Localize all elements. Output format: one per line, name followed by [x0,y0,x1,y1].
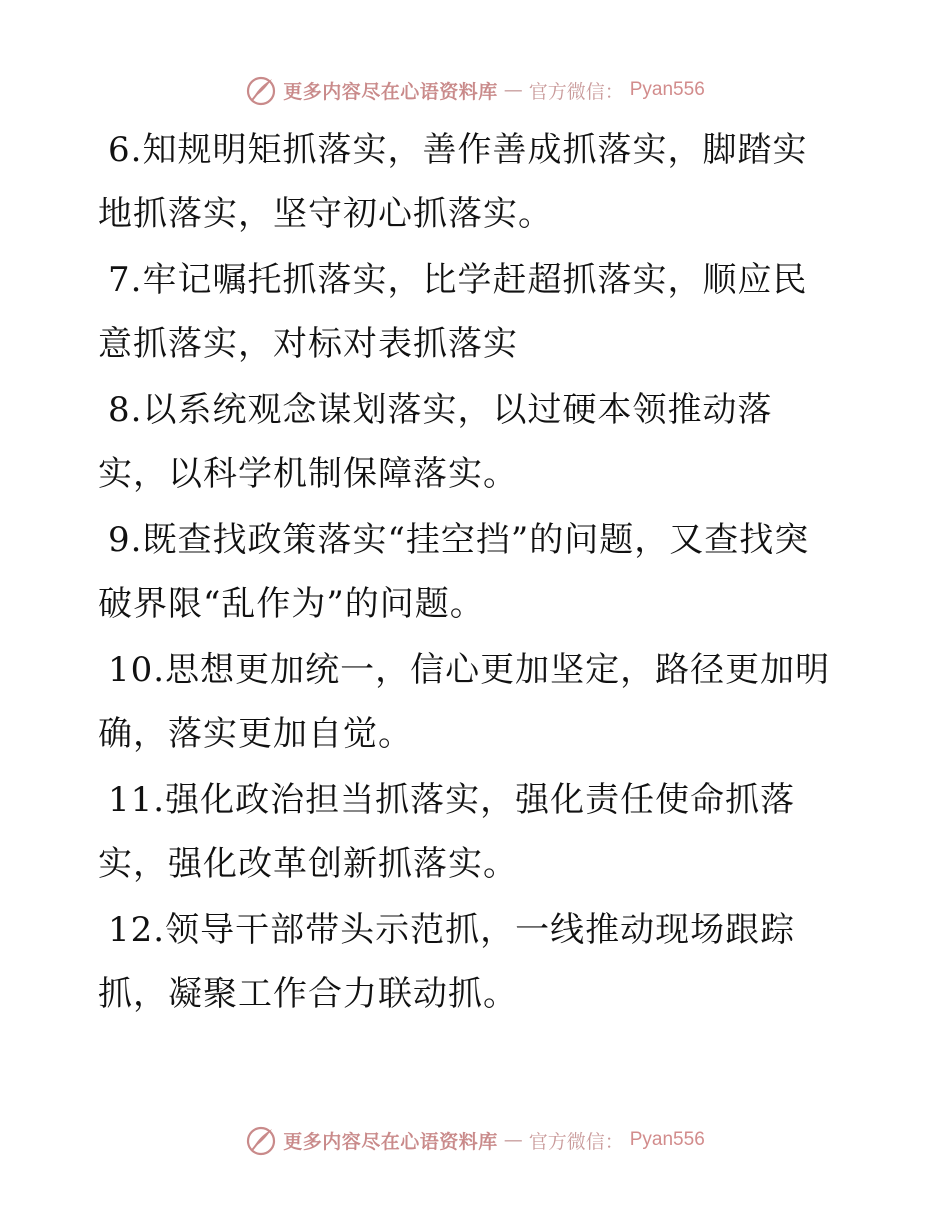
item-text: 既查找政策落实“挂空挡”的问题，又查找突破界限“乱作为”的问题。 [98,520,810,624]
banner-wechat-label: 官方微信： [528,80,624,103]
banner-separator: — [503,79,523,101]
item-text: 思想更加统一，信心更加坚定，路径更加明确，落实更加自觉。 [98,650,831,754]
banner-separator: — [503,1129,523,1151]
banner-content [245,74,705,106]
item-number: 6. [108,130,143,170]
banner-site-name: 更多内容尽在心语资料库 [283,1130,498,1153]
footer-watermark-banner [0,1120,950,1160]
item-number: 9. [108,520,143,560]
item-number: 10. [108,650,166,690]
quill-logo-icon [245,1124,277,1156]
document-body [98,118,838,1028]
list-item [98,248,838,376]
banner-wechat-label: 官方微信： [528,1130,624,1153]
item-text: 牢记嘱托抓落实，比学赶超抓落实，顺应民意抓落实，对标对表抓落实 [98,260,808,364]
banner-site-name: 更多内容尽在心语资料库 [283,80,498,103]
item-text: 领导干部带头示范抓，一线推动现场跟踪抓，凝聚工作合力联动抓。 [98,910,796,1014]
item-number: 11. [108,780,166,820]
banner-content [245,1124,705,1156]
list-item [98,898,838,1026]
list-item [98,638,838,766]
list-item [98,118,838,246]
list-item [98,508,838,636]
item-number: 8. [108,390,143,430]
list-item [98,768,838,896]
banner-wechat-id: Pyan556 [629,79,705,100]
item-text: 知规明矩抓落实，善作善成抓落实，脚踏实地抓落实，坚守初心抓落实。 [98,130,808,234]
item-number: 12. [108,910,166,950]
item-text: 以系统观念谋划落实，以过硬本领推动落实，以科学机制保障落实。 [98,390,773,494]
header-watermark-banner [0,70,950,110]
item-number: 7. [108,260,143,300]
quill-logo-icon [245,74,277,106]
item-text: 强化政治担当抓落实，强化责任使命抓落实，强化改革创新抓落实。 [98,780,796,884]
banner-wechat-id: Pyan556 [629,1129,705,1150]
list-item [98,378,838,506]
